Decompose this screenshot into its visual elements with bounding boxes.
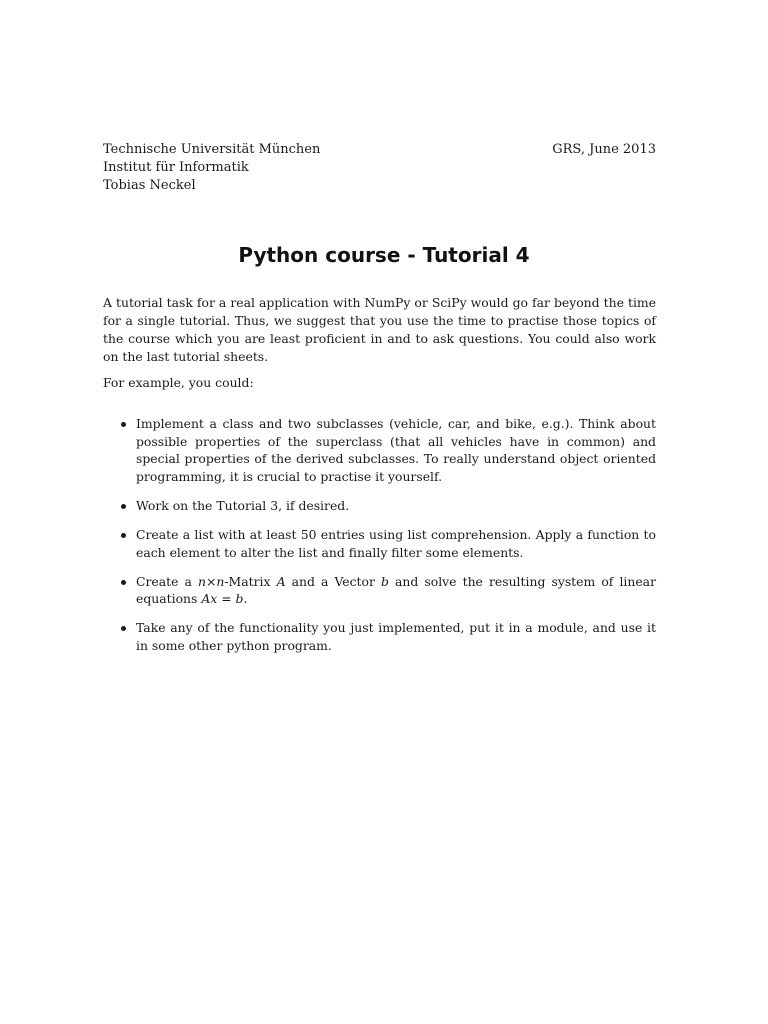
- list-item: [103, 573, 656, 608]
- task-text-part: -Matrix: [224, 573, 277, 589]
- example-lead-text: For example, you could:: [103, 375, 254, 390]
- course-date: GRS, June 2013: [552, 142, 656, 157]
- list-item: [103, 497, 656, 515]
- university-name: Technische Universität München: [103, 142, 321, 157]
- institute-name: Institut für Informatik: [103, 160, 249, 175]
- list-item: [103, 526, 656, 561]
- math-times-symbol: ×: [205, 573, 217, 589]
- math-var-n: n: [216, 573, 225, 589]
- task-text-part: .: [243, 591, 248, 607]
- task-tutorial-3: Work on the Tutorial 3, if desired.: [136, 497, 350, 513]
- task-text-part: and solve the resulting system of linear equations: [136, 573, 656, 607]
- list-item: [103, 619, 656, 654]
- math-var-n: n: [198, 573, 206, 589]
- author-affiliation-block: [103, 141, 320, 195]
- task-text-part: and a Vector: [285, 573, 381, 589]
- task-list: [103, 415, 656, 655]
- task-class-hierarchy: Implement a class and two subclasses (vehicle, car, and bike, e.g.). Think about possible properties of the superclass (that all vehicles have in common) and special properties of the derived subclasses. To really understand object oriented programming, it is crucial to practise it yourself.: [136, 416, 656, 484]
- math-equals-sign: =: [217, 591, 236, 607]
- math-var-b: b: [235, 591, 244, 607]
- math-var-A: A: [276, 573, 286, 589]
- task-module: Take any of the functionality you just implemented, put it in a module, and use it in some other python program.: [136, 620, 656, 653]
- math-expression-Ax: Ax: [201, 591, 218, 607]
- bullet-icon: [121, 533, 126, 538]
- bullet-icon: [121, 422, 126, 427]
- document-title: Python course - Tutorial 4: [238, 243, 530, 267]
- math-var-b: b: [380, 573, 389, 589]
- intro-paragraph: A tutorial task for a real application with NumPy or SciPy would go far beyond the time for a single tutorial. Thus, we suggest that you use the time to practise those topics of the course which you are least proficient in and to ask questions. You could also work on the last tutorial sheets.: [103, 295, 656, 364]
- bullet-icon: [121, 504, 126, 509]
- task-text-part: Create a: [136, 573, 198, 589]
- bullet-icon: [121, 580, 126, 585]
- author-name: Tobias Neckel: [103, 178, 196, 193]
- task-list-comprehension: Create a list with at least 50 entries using list comprehension. Apply a function to each element to alter the list and finally filter some elements.: [136, 526, 656, 560]
- task-linear-system: [136, 574, 656, 607]
- list-item: [103, 415, 656, 485]
- bullet-icon: [121, 626, 126, 631]
